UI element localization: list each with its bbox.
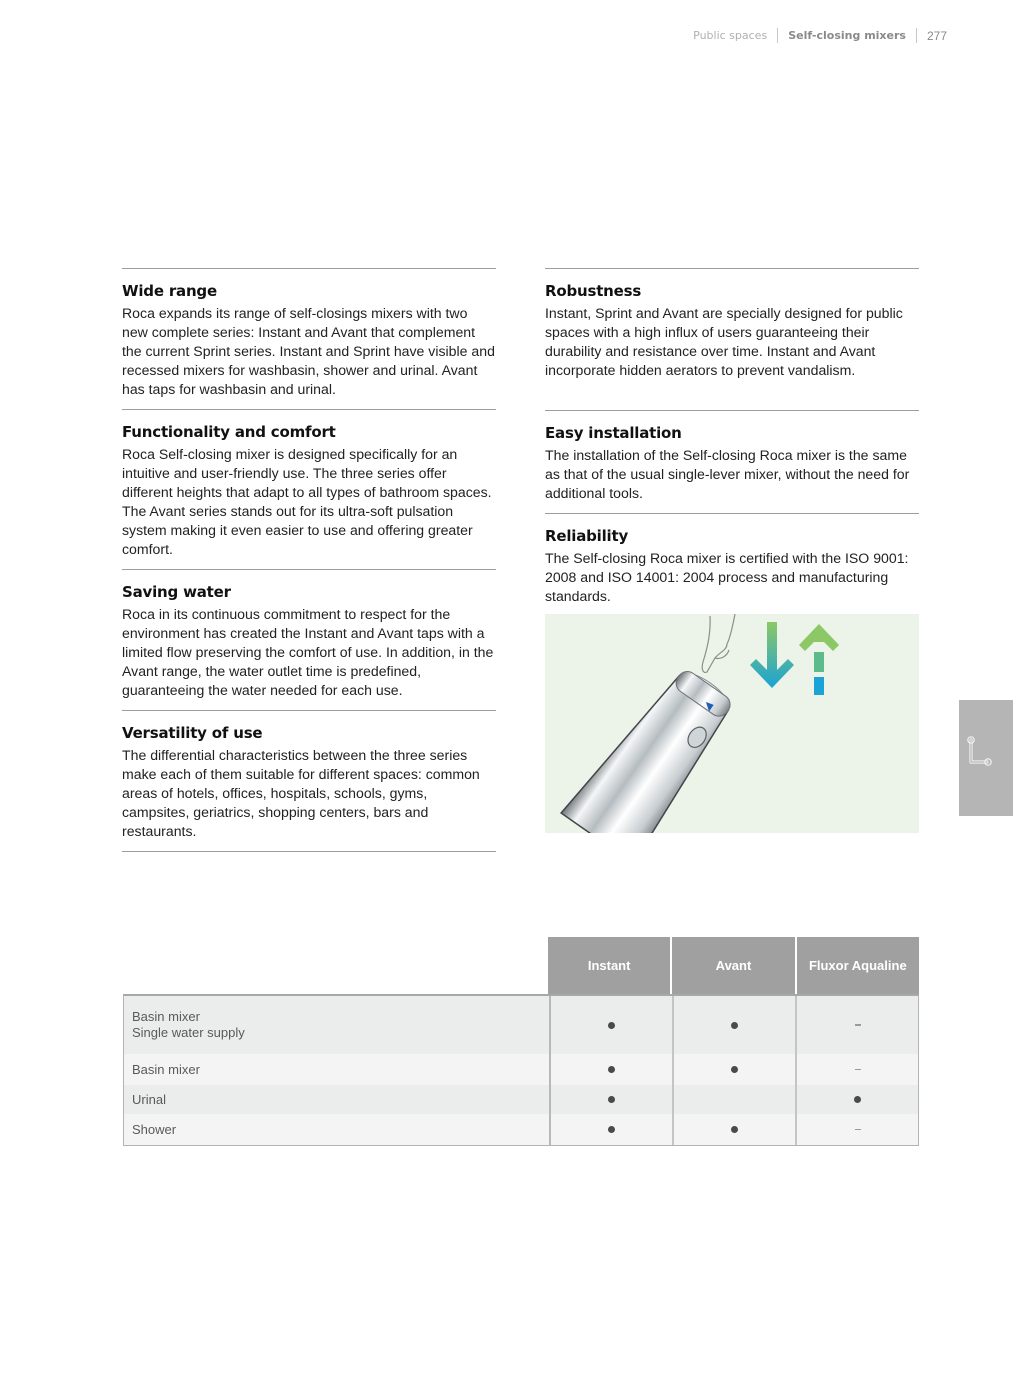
table-cell bbox=[674, 1114, 797, 1145]
available-dot-icon bbox=[608, 1126, 615, 1133]
feature-body: The installation of the Self-closing Roca mixer is the same as that of the usual single-lever mixer, without the need for additional tools. bbox=[545, 447, 910, 501]
column-header-fluxor-aqualine: Fluxor Aqualine bbox=[795, 937, 919, 994]
table-row bbox=[124, 1114, 918, 1145]
feature-body: The differential characteristics between the three series make each of them suitable for different spaces: common areas of hotels, offices, hospitals, schools, gyms, campsites, geriatrics, shopping centers, bars and restaurants. bbox=[122, 747, 480, 839]
table-cell bbox=[551, 996, 674, 1054]
row-label-line: Basin mixer bbox=[132, 1009, 200, 1024]
arrow-down-icon bbox=[750, 622, 794, 688]
feature-title: Versatility of use bbox=[122, 724, 263, 742]
table-cell bbox=[551, 1054, 674, 1085]
feature-body: Roca in its continuous commitment to respect for the environment has created the Instant and Avant taps with a limited flow preserving the comfort of use. In addition, in the Avant range, the water outlet time is predefined, guaranteeing the water needed for each use. bbox=[122, 606, 494, 698]
tap-illustration-svg bbox=[545, 614, 919, 833]
table-cell bbox=[797, 1054, 918, 1085]
feature-title: Easy installation bbox=[545, 424, 682, 442]
table-header bbox=[548, 937, 919, 994]
table-cell bbox=[551, 1085, 674, 1114]
table-cell bbox=[674, 1054, 797, 1085]
feature-body: Instant, Sprint and Avant are specially designed for public spaces with a high influx of users guaranteeing their durability and resistance over time. Instant and Avant incorporate hidden aerators to prevent vandalism. bbox=[545, 305, 903, 378]
feature-block-reliability bbox=[545, 514, 919, 606]
feature-block-robustness bbox=[545, 269, 919, 410]
column-header-instant: Instant bbox=[548, 937, 670, 994]
table-row bbox=[124, 996, 918, 1054]
column-header-avant: Avant bbox=[670, 937, 794, 994]
arrow-up-dashed-icon bbox=[799, 624, 839, 695]
header-divider bbox=[777, 28, 778, 43]
running-header bbox=[693, 28, 947, 43]
right-column bbox=[545, 268, 919, 833]
row-label-line: Shower bbox=[132, 1121, 177, 1137]
available-dot-icon bbox=[731, 1066, 738, 1073]
divider bbox=[122, 851, 496, 852]
available-dot-icon bbox=[731, 1126, 738, 1133]
pipe-elbow-icon bbox=[967, 736, 993, 768]
table-cell bbox=[797, 1114, 918, 1145]
section-label: Public spaces bbox=[693, 29, 768, 42]
feature-title: Wide range bbox=[122, 282, 217, 300]
row-label bbox=[124, 996, 551, 1054]
feature-title: Reliability bbox=[545, 527, 629, 545]
row-label-line: Urinal bbox=[132, 1091, 166, 1107]
header-divider bbox=[916, 28, 917, 43]
left-column bbox=[122, 268, 496, 852]
row-label bbox=[124, 1085, 551, 1114]
table-cell bbox=[674, 996, 797, 1054]
feature-title: Saving water bbox=[122, 583, 231, 601]
tap-icon bbox=[561, 656, 743, 833]
not-available-dash-icon bbox=[855, 1129, 861, 1131]
table-cell bbox=[797, 996, 918, 1054]
feature-title: Robustness bbox=[545, 282, 642, 300]
available-dot-icon bbox=[731, 1022, 738, 1029]
feature-title: Functionality and comfort bbox=[122, 423, 336, 441]
tap-illustration bbox=[545, 614, 919, 833]
feature-block-easy-installation bbox=[545, 411, 919, 513]
chapter-side-tab[interactable] bbox=[959, 700, 1013, 816]
table-cell bbox=[797, 1085, 918, 1114]
row-label bbox=[124, 1054, 551, 1085]
feature-block-saving-water bbox=[122, 570, 496, 710]
available-dot-icon bbox=[608, 1096, 615, 1103]
available-dot-icon bbox=[608, 1022, 615, 1029]
page-number: 277 bbox=[926, 28, 947, 43]
table-row bbox=[124, 1054, 918, 1085]
table-cell bbox=[551, 1114, 674, 1145]
row-label-line: Single water supply bbox=[132, 1025, 245, 1040]
row-label-line: Basin mixer bbox=[132, 1061, 200, 1077]
feature-body: Roca Self-closing mixer is designed specifically for an intuitive and user-friendly use. The three series offer different heights that adapt to all types of bathroom spaces. The Avant series stands out for its ultra-soft pulsation system making it even easier to use and offering greater comfort. bbox=[122, 446, 492, 557]
pointing-hand-icon bbox=[702, 614, 735, 672]
row-label bbox=[124, 1114, 551, 1145]
table-cell bbox=[674, 1085, 797, 1114]
table-row bbox=[124, 1085, 918, 1114]
not-available-dash-icon bbox=[855, 1024, 861, 1026]
available-dot-icon bbox=[854, 1096, 861, 1103]
feature-block-wide-range bbox=[122, 269, 496, 409]
feature-block-versatility bbox=[122, 711, 496, 851]
chapter-label: Self-closing mixers bbox=[788, 29, 906, 42]
feature-block-functionality bbox=[122, 410, 496, 569]
feature-body: Roca expands its range of self-closings mixers with two new complete series: Instant and Avant that complement the current Sprint series. Instant and Sprint have visible and recessed mixers for washbasin, shower and urinal. Avant has taps for washbasin and urinal. bbox=[122, 305, 495, 397]
available-dot-icon bbox=[608, 1066, 615, 1073]
not-available-dash-icon bbox=[855, 1069, 861, 1071]
table-body bbox=[123, 994, 919, 1146]
series-comparison-table bbox=[123, 937, 919, 1146]
feature-body: The Self-closing Roca mixer is certified with the ISO 9001: 2008 and ISO 14001: 2004 process and manufacturing standards. bbox=[545, 550, 909, 604]
